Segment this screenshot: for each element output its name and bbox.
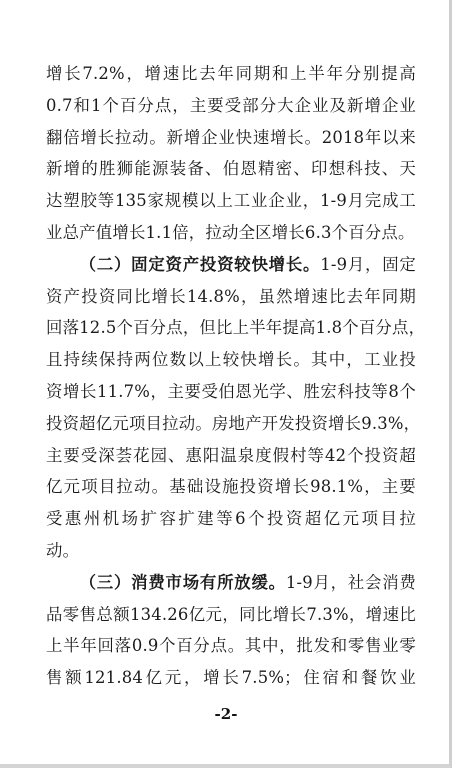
text-line: 受惠州机场扩容扩建等6个投资超亿元项目拉 [46, 509, 416, 529]
text-line: 亿元项目拉动。基础设施投资增长98.1%，主要 [46, 477, 416, 497]
text-line: 回落12.5个百分点，但比上半年提高1.8个百分点， [46, 318, 426, 338]
text-fragment: 1-9月，固定 [320, 254, 416, 274]
document-body [46, 58, 426, 694]
section-heading: （三）消费市场有所放缓。 [79, 572, 286, 592]
text-line: 主要受深荟花园、惠阳温泉度假村等42个投资超 [46, 445, 416, 465]
text-line-first [46, 249, 416, 281]
text-line: 0.7和1个百分点，主要受部分大企业及新增企业 [46, 95, 416, 115]
text-line: 上半年回落0.9个百分点。其中，批发和零售业零 [46, 636, 416, 656]
section-heading: （二）固定资产投资较快增长。 [79, 254, 321, 274]
paragraph-industry-continuation [46, 58, 416, 249]
text-line: 业总产值增长1.1倍，拉动全区增长6.3个百分点。 [46, 222, 415, 242]
page-number: -2- [214, 705, 238, 723]
text-line: 品零售总额134.26亿元，同比增长7.3%，增速比 [46, 604, 416, 624]
text-line: 投资超亿元项目拉动。房地产开发投资增长9.3%， [46, 413, 421, 433]
text-fragment: 1-9月，社会消费 [285, 572, 416, 592]
paragraph-fixed-asset-investment [46, 249, 426, 567]
text-line: 且持续保持两位数以上较快增长。其中，工业投 [46, 350, 416, 370]
text-line: 新增的胜狮能源装备、伯恩精密、印想科技、天 [46, 159, 416, 179]
text-line: 资产投资同比增长14.8%，虽然增速比去年同期 [46, 286, 416, 306]
text-line: 达塑胶等135家规模以上工业企业，1-9月完成工 [46, 191, 416, 211]
text-line: 增长7.2%，增速比去年同期和上半年分别提高 [46, 64, 416, 83]
paragraph-consumer-market [46, 567, 416, 694]
text-line: 资增长11.7%，主要受伯恩光学、胜宏科技等8个 [46, 381, 416, 401]
text-line: 翻倍增长拉动。新增企业快速增长。2018年以来 [46, 127, 416, 147]
text-line: 售额121.84亿元，增长7.5%；住宿和餐饮业 [46, 668, 416, 688]
text-line: 动。 [46, 540, 80, 560]
text-line-first [46, 567, 416, 599]
